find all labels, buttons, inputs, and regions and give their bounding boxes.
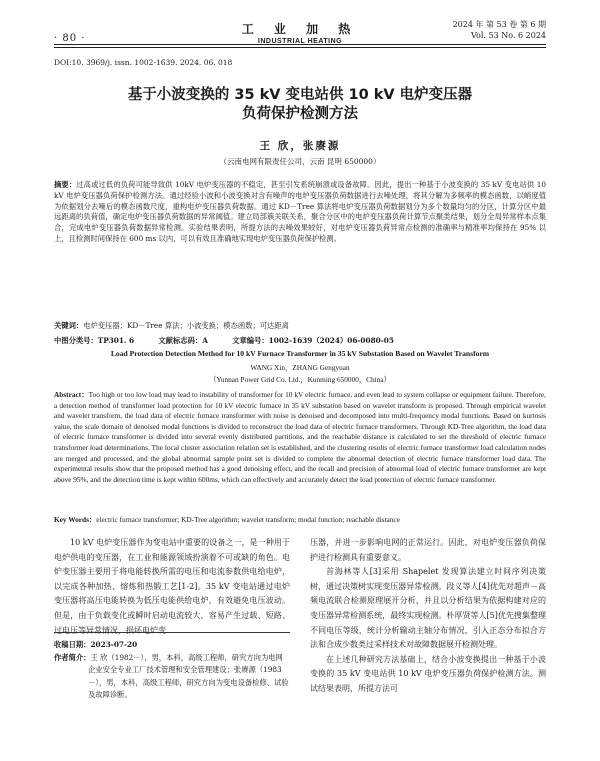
header-rule-thin	[54, 47, 546, 48]
author-bio	[54, 652, 290, 702]
classification-line	[54, 336, 416, 346]
abstract-cn-text: 过高或过低的负荷可能导致供 10kV 电炉变压器的不稳定，甚至引发系统崩溃或设备故障。因此，提出一种基于小波变换的 35 kV 变电站供 10 kV 电炉变压器负荷保护检测方法。通过经验小波和小波变换对含有噪声的电炉变压器负荷数据进行去噪处理，将其分解为多频率的模态函数，以峭度值为依据划分去噪后的模态函数尺度，重构电炉变压器负荷数据。通过 KD－Tree 算法将电炉变压器负荷数据划分为多个数量均匀的分区，计算分区中最远距离的负荷值，确定电炉变压器负荷数据的异常阈值。建立局部簇关联关系，聚合分区中的电炉变压器负荷计算节点聚类结果，划分全局异常样本点集合，完成电炉变压器负荷数据异常检测。实验结果表明，所提方法的去噪效果较好，对电炉变压器负荷异常点检测的准确率与精准率均保持在 95% 以上，且检测时间保持在 600 ms 以内，可以有效且准确地实现电炉变压器负荷保护检测。	[54, 180, 546, 243]
document-code: 文献标志码：A	[158, 336, 208, 345]
authors: 王 欣，张赓源	[259, 140, 341, 152]
issue-info	[453, 19, 546, 41]
keywords-cn-text: 电炉变压器；KD－Tree 算法；小波变换；模态函数；可达距离	[83, 321, 289, 330]
keywords-en-text: electric furnace transformer; KD-Tree algorithm; wavelet transform; modal function; reachable distance	[96, 515, 400, 524]
affiliation: （云南电网有限责任公司，云南 昆明 650000）	[219, 157, 381, 166]
paper-title	[0, 86, 600, 124]
body-paragraph: 压器，并进一步影响电网的正常运行。因此，对电炉变压器负荷保护进行检测具有重要意义。	[310, 538, 546, 562]
journal-name-cn: 工 业 加 热	[241, 22, 359, 36]
footnote-rule	[54, 632, 290, 633]
keywords-cn	[54, 321, 546, 332]
footnote	[54, 639, 290, 702]
body-paragraph: 首海林等人[3]采用 Shapelet 发现算法建立时间序列决策树，通过决策树实现变压器异常检测。段义等人[4]优先对超声－高频电流联合检测原理展开分析，并且以分析结果为依据构建对应的变压器异常检测系统，最终实现检测。朴厚贤等人[5]优先搜集整理不同电压等级，统计分析输动主轴分布情况，引入正态分布拟合方法和合成少数类过采样技术对故障数据展开检测处理。	[310, 567, 546, 650]
doi: DOI:10. 3969/j. issn. 1002-1639. 2024. 06. 018	[54, 58, 233, 67]
abstract-en-text: Too high or too low load may lead to instability of transformer for 10 kV electric furnace, and even lead to system collapse or equipment failure. Therefore, a detection method of transformer load protection for 10 kV electric furnace in 35 kV substation based on wavelet transform is proposed. Through empirical wavelet and wavelet transform, the load data of electric furnace transformer with noise is denoised and decomposed into multi-frequency modal functions. Based on kurtosis value, the scale domain of denoised modal functions is divided to reconstruct the load data of electric furnace transformers. Through KD-Tree algorithm, the load data of electric furnace transformer is divided into several evenly distributed partitions, and the reachable distance is calculated to set the threshold of electric furnace transformer load determinations. The local cluster association relation set is established, and the clustering results of electric furnace transformer load calculation nodes are merged and processed, and the global abnormal sample point set is divided to complete the abnormal detection of electric furnace transformer load data. The experimental results show that the proposed method has a good denoising effect, and the recall and precision of abnormal load of electric furnace transformer are kept above 95%, and the detection time is kept within 600ms, which can effectively and accurately detect the load protection of electric furnace transformer.	[54, 390, 546, 484]
author-bio-text: 王 欣（1982－），男，本科，高级工程师，研究方向为电网企业安全专业工厂技术管理和安全管理建设；张赓源（1983－），男，本科，高级工程师，研究方向为变电设备检修、试验及故障诊断。	[88, 652, 289, 699]
abstract-en	[54, 390, 546, 485]
issue-cn: 2024 年 第 53 卷 第 6 期	[452, 20, 546, 29]
author-bio-label: 作者简介：	[54, 652, 91, 662]
keywords-en	[54, 515, 546, 526]
english-affiliation: （Yunnan Power Grid Co. Ltd.，Kunming 650000，China）	[209, 375, 391, 384]
abstract-en-label: Abstract：	[54, 390, 89, 399]
body-paragraph: 在上述几种研究方法基础上，结合小波变换提出一种基于小波变换的 35 kV 变电站供 10 kV 电炉变压器负荷保护检测方法。测试结果表明，所提方法可	[310, 654, 546, 693]
english-authors: WANG Xin，ZHANG Gengyuan	[250, 363, 350, 372]
journal-name-en: INDUSTRIAL HEATING	[257, 38, 343, 45]
keywords-cn-label: 关键词：	[54, 321, 84, 330]
title-line-2: 负荷保护检测方法	[242, 106, 358, 122]
clc-number: 中图分类号：TP301. 6	[54, 336, 135, 345]
body-paragraph: 10 kV 电炉变压器作为变电站中重要的设备之一，是一种用于电炉供电的变压器，在工业和能源领域扮演着不可或缺的角色。电炉变压器主要用于将电能转换所需的电压和电流参数供电给电炉，以完成各种加热、熔炼和热锻工艺[1-2]。35 kV 变电站通过电炉变压器将高压电能转换为低压电能供给电炉，有效避免电压波动。但是，由于负载变化或瞬时启动电流较大，容易产生过载、短路、过电压等异常情况，损坏电炉变	[54, 538, 290, 635]
page-number: · 80 ·	[54, 33, 86, 44]
body-column-left	[54, 536, 290, 638]
english-title: Load Protection Detection Method for 10 kV Furnace Transformer in 35 kV Substation Based on Wavelet Transform	[110, 349, 490, 358]
body-column-right	[310, 536, 546, 697]
header-rule	[54, 44, 546, 45]
keywords-en-label: Key Words：	[54, 515, 97, 524]
article-number: 文章编号：1002-1639（2024）06-0080-05	[232, 336, 394, 345]
abstract-cn	[54, 180, 546, 245]
title-line-1: 基于小波变换的 35 kV 变电站供 10 kV 电炉变压器	[127, 87, 473, 103]
abstract-cn-label: 摘要：	[54, 180, 77, 189]
received-date: 收稿日期：2023-07-20	[54, 640, 138, 649]
issue-en: Vol. 53 No. 6 2024	[471, 31, 546, 40]
